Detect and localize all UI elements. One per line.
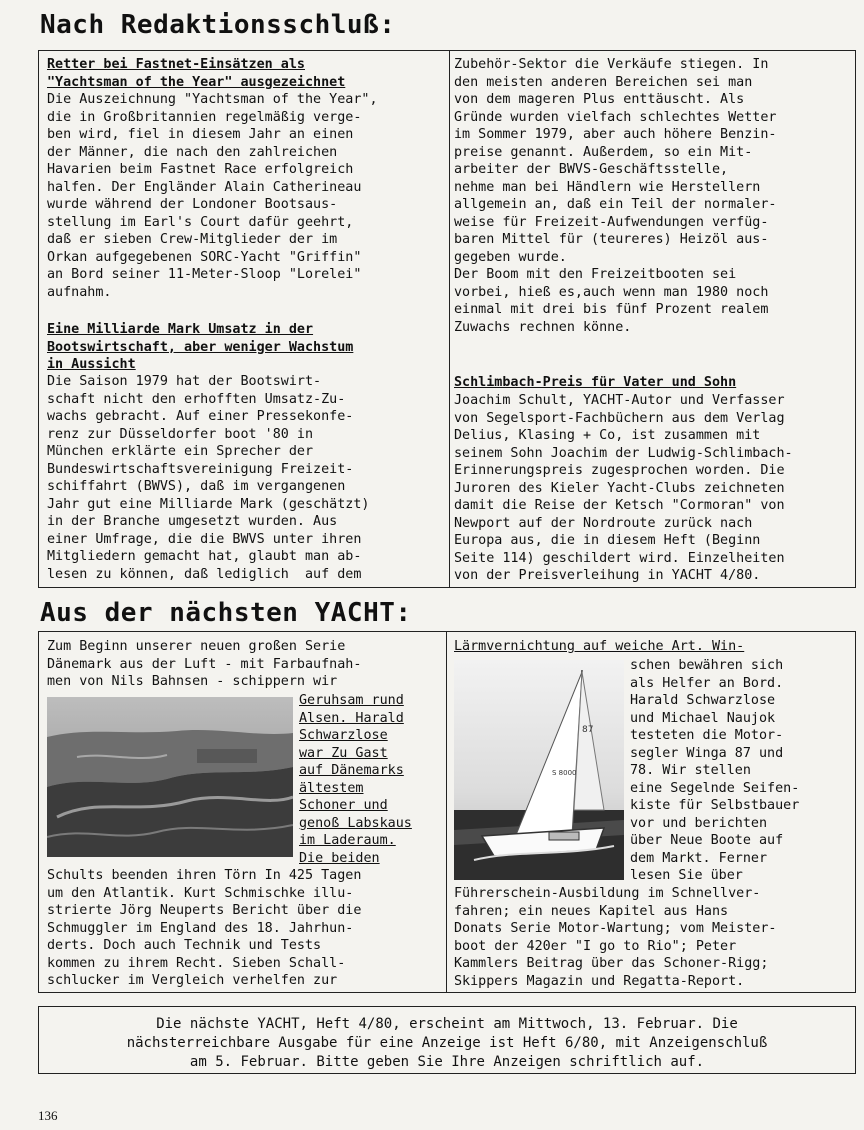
article-body-milliarde: Die Saison 1979 hat der Bootswirt- schaft nicht den erhofften Umsatz-Zu- wachs gebracht. Auf einer Pressekonfe- renz zur Düsseldorfer boot '80 in München erklärte ein Sprecher der Bundeswirtschaftsvereinigung Freizeit- schiffahrt (BWVS), daß im vergangenen Jahr gut eine Milliarde Mark (geschätzt) in der Branche umgesetzt wurden. Aus einer Umfrage, die die BWVS unter ihren Mitgliedern gemacht hat, glaubt man ab- lesen zu können, daß lediglich auf dem (47, 374, 370, 582)
sail-number-text: 87 (582, 725, 594, 735)
sailboat-photo-winga (454, 660, 624, 880)
preview-rest-left: Schults beenden ihren Törn In 425 Tagen um den Atlantik. Kurt Schmischke illu- strierte Jörg Neuperts Bericht über die Schmuggler im England des 18. Jahrhun- derts. Doch auch Technik und Tests kommen zu ihrem Recht. Sieben Schall- schlucker im Vergleich verhelfen zur (47, 868, 362, 988)
article-title-milliarde: Eine Milliarde Mark Umsatz in der Bootswirtschaft, aber weniger Wachstum in Aussicht (47, 322, 354, 372)
column-divider (449, 51, 450, 587)
next-issue-notice-text: Die nächste YACHT, Heft 4/80, erscheint am Mittwoch, 13. Februar. Die nächsterreichbare Ausgabe für eine Anzeige ist Heft 6/80, mit Anzeigenschluß am 5. Februar. Bitte geben Sie Ihre Anzeigen schriftlich auf. (126, 1016, 768, 1070)
article-body-fastnet: Die Auszeichnung "Yachtsman of the Year", die in Großbritannien regelmäßig verge- ben wird, fiel in diesem Jahr an einen der Männer, die nach den zahlreichen Havarien beim Fastnet Race erfolgreich halfen. Der Engländer Alain Catherineau wurde während der Londoner Bootsaus- stellung im Earl's Court dafür geehrt, daß er sieben Crew-Mitglieder der im Orkan aufgegebenen SORC-Yacht "Griffin" an Bord seiner 11-Meter-Sloop "Lorelei" aufnahm. (47, 92, 378, 300)
article-title-fastnet: Retter bei Fastnet-Einsätzen als "Yachtsman of the Year" ausgezeichnet (47, 57, 346, 90)
article-title-schlimbach: Schlimbach-Preis für Vater und Sohn (454, 375, 737, 390)
preview-lead-right: Lärmvernichtung auf weiche Art. Win- (454, 639, 745, 654)
column-divider (446, 632, 447, 992)
preview-beside-photo-left: Geruhsam rund Alsen. Harald Schwarzlose war Zu Gast auf Dänemarks ältestem Schoner und genoß Labskaus im Laderaum. Die beiden (299, 693, 412, 866)
section-title-naechste-yacht: Aus der nächsten YACHT: (40, 598, 412, 628)
sail-label-text: S 8000 (552, 769, 577, 777)
next-issue-notice-box (38, 1006, 856, 1074)
preview-intro-text: Zum Beginn unserer neuen großen Serie Dänemark aus der Luft - mit Farbaufnah- men von Nils Bahnsen - schippern wir (47, 639, 362, 689)
preview-rest-right: Führerschein-Ausbildung im Schnellver- fahren; ein neues Kapitel aus Hans Donats Serie Motor-Wartung; vom Meister- boot der 420er "I go to Rio"; Peter Kammlers Beitrag über das Schoner-Rigg; Skippers Magazin und Regatta-Report. (454, 886, 777, 989)
article-body-continuation: Zubehör-Sektor die Verkäufe stiegen. In den meisten anderen Bereichen sei man von dem mageren Plus enttäuscht. Als Gründe wurden vielfach schlechtes Wetter im Sommer 1979, aber auch höhere Benzin- preise genannt. Außerdem, so ein Mit- arbeiter der BWVS-Geschäftsstelle, nehme man bei Händlern wie Herstellern allgemein an, daß ein Teil der normaler- weise für Freizeit-Aufwendungen verfüg- baren Mittel für (teureres) Heizöl aus- gegeben wurde. Der Boom mit den Freizeitbooten sei vorbei, hieß es,auch wenn man 1980 noch einmal mit drei bis fünf Prozent realem Zuwachs rechnen könne. (454, 57, 777, 335)
aerial-coast-image (47, 697, 293, 857)
article-body-schlimbach: Joachim Schult, YACHT-Autor und Verfasser von Segelsport-Fachbüchern aus dem Verlag Delius, Klasing + Co, ist zusammen mit seinem Sohn Joachim der Ludwig-Schlimbach- Erinnerungspreis zugesprochen worden. Die Juroren des Kieler Yacht-Clubs zeichneten damit die Reise der Ketsch "Cormoran" von Newport auf der Nordroute zurück nach Europa aus, die in diesem Heft (Beginn Seite 114) geschildert wird. Einzelheiten von der Preisverleihung in YACHT 4/80. (454, 393, 793, 583)
page-number: 136 (38, 1108, 58, 1123)
sailboat-image (454, 660, 624, 880)
section-title-redaktionsschluss: Nach Redaktionsschluß: (40, 10, 396, 40)
preview-beside-photo-right: schen bewähren sich als Helfer an Bord. Harald Schwarzlose und Michael Naujok testeten die Motor- segler Winga 87 und 78. Wir stellen eine Segelnde Seifen- kiste für Selbstbauer vor und berichten über Neue Boote auf dem Markt. Ferner lesen Sie über (630, 658, 800, 883)
aerial-photo-daenemark (47, 697, 293, 857)
